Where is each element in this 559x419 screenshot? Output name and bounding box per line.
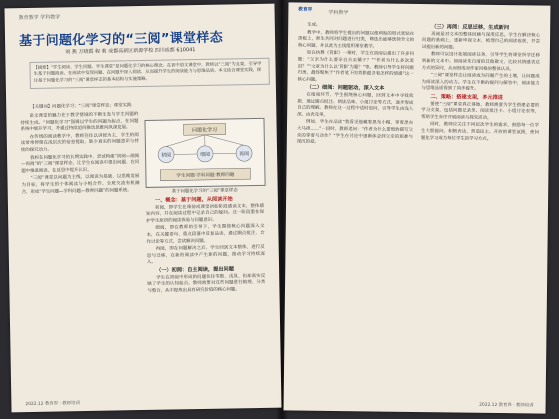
subsection-heading: （一）初阅：自主阅读，提出问题 [156, 266, 234, 274]
paragraph: 教师可以设计拓展阅读任务，引导学生将课堂所学迁移到新的文本中。如阅读朱自清的其他散文，比较其情感表达方式的异同，从而形成对作家风格的整体认识。 [421, 52, 540, 72]
article-abstract: 【摘要】“学生阅读、学生问题、学生课堂”是问题化学习的核心理念。在初中语文课堂中，教师以“三阅”为支架，引导学生基于问题阅读、在阅读中发现问题、在问题中深入阅读，从而提升学生的阅读能力与思维品质。本文结合课堂实践，探讨基于问题化学习的“三阅”课堂样态的基本结构与实施策略。 [29, 58, 269, 89]
left-footer: 2022.12 教育界 · 教师培训 [25, 401, 80, 408]
paragraph: 如在执教《背影》一课时，学生在初阅后提出了许多问题：“父亲为什么要亲自去买橘子？”“作者为什么多次流泪？”“文章为什么以‘背影’为题？”等。教师引导学生将问题归类，最终聚焦于“作者笔下的背影蕴含着怎样的情感”这一核心问题。 [297, 51, 414, 83]
section-heading: 一、概念：基于问题，从阅读开始 [154, 196, 233, 204]
subsection-heading: （二）细阅：问题驱动，深入文本 [306, 84, 385, 92]
diagram-mid-label: 细阅 [200, 151, 211, 158]
diagram-top-label: 问题化学习 [192, 127, 218, 134]
paragraph: 在细阅环节，学生围绕核心问题，回到文本中寻找依据，通过圈点批注、朗读品味、小组讨论等方式，逐步形成自己的理解。教师在这一过程中适时追问，引导学生由浅入深、由表及里。 [297, 92, 414, 118]
paragraph: 教学中，教师将学生提出的问题以便利贴的形式张贴在黑板上，师生共同对问题进行归类，筛选出能够统领全文的核心问题，并以此为主线组织课堂教学。 [297, 30, 415, 50]
right-running-head: 学科教学 [328, 9, 349, 17]
left-page [4, 4, 281, 413]
paragraph: 我校在问题化学习的长期实践中，尝试构建“初阅—细阅—再阅”的“三阅”课堂样态，让学生在阅读中提出问题、在问题中推进阅读、在反思中提升认识。 [21, 153, 140, 174]
paragraph: 在传统的阅读教学中，教师往往以讲授为主，学生的阅读常常停留在浅层次的信息提取，缺少真实的问题意识与持续的探究动力。 [20, 132, 139, 154]
diagram-left-label: 初阅 [161, 152, 172, 159]
subsection-heading: （三）再阅：反思迁移，生成新问 [431, 24, 510, 32]
journal-logo: 教育界 [298, 7, 313, 13]
paragraph: 例如，学生在品读“我看见他戴着黑布小帽，穿着黑布大马褂……”一段时，教师追问：“作者为什么要细致描写父亲的穿着与动作？”学生在讨论中逐渐体会到父亲的艰难与深沉的爱。 [296, 119, 414, 145]
paragraph: 再阅是对文本的整体回顾与深度反思。学生在解决核心问题的基础上，重新审视文本，梳理自己的阅读收获，并尝试提出新的问题。 [421, 31, 541, 51]
paragraph: 语文课堂的魅力在于教学情境的不断生发与学生问题的持续生成。“问题化学习”强调以学生的问题为起点，在问题系统中展开学习，并通过持续追问推动思维向纵深发展。 [20, 112, 139, 133]
figure-caption: 基于问题化学习的“三阅”课堂样态 [171, 188, 238, 195]
paragraph: 生成。 [307, 22, 321, 28]
left-running-head: 教育教学 学科教学 [18, 14, 61, 22]
section-heading: 二、策略：搭建支架，多元推进 [430, 94, 504, 101]
right-page [284, 2, 551, 413]
article-title: 基于问题化学习的“三阅”课堂样态 [18, 30, 224, 50]
diagram-bottom-label: 学生问题·学科问题·教师问题 [176, 172, 235, 179]
paragraph: 学生在初阅中形成的问题往往零散、浅显，但却真实反映了学生的认知起点。教师需要对这些问题进行梳理、分类与整合，从中提炼出具有研究价值的核心问题。 [147, 273, 266, 294]
article-keywords: 【关键词】问题化学习；“三阅”课堂样态；课堂实践 [30, 103, 132, 110]
paragraph: 细阅，即在教师的引导下，学生围绕核心问题深入文本，在关键语句、重点段落中反复品读，通过圈点批注、合作讨论等方式，尝试解决问题。 [146, 224, 265, 245]
left-column-2 [146, 196, 266, 296]
paragraph: “三阅”课堂以问题为主线、以阅读为基础、以思维发展为目标，将学生的个体阅读与小组合作、全班交流有机融合，形成“学生问题—学科问题—教师问题”的问题系统。 [21, 174, 140, 195]
right-footer: 2022.12 教育界 · 教师培训 [479, 402, 534, 409]
paragraph: 要使“三阅”课堂真正落地，教师需要为学生搭建必要的学习支架，包括问题记录单、阅读批注卡、小组讨论表等，帮助学生有序开展阅读与探究活动。 [421, 101, 540, 121]
three-reading-diagram [145, 119, 264, 187]
right-column-2 [421, 24, 540, 145]
paragraph: 同时，教师应关注不同层次学生的需求，鼓励每一位学生大胆提问、积极表达，营造民主、开放的课堂氛围，使问题化学习成为每位学生的学习方式。 [420, 122, 540, 142]
paragraph: “三阅”课堂样态让阅读成为问题产生的土壤，让问题成为阅读深入的动力。学生在不断的提问与解答中，阅读能力与思维品质得到了同步提升。 [421, 73, 540, 93]
right-column-1 [297, 23, 415, 149]
left-column-1 [20, 112, 139, 197]
paragraph: 再阅，即在问题解决之后，学生回到文本整体，进行反思与迁移，在新的阅读中产生新的问题，推动学习持续深入。 [146, 245, 265, 266]
article-authors: 刘 燕 万晓霞 程 莉 成都高新区新源学校 四川成都 610041 [65, 47, 196, 56]
figure-diagram [144, 118, 265, 188]
diagram-right-label: 再阅 [239, 151, 250, 158]
paragraph: 初阅，即学生在课前或课堂初始阶段通读文本，整体感知内容，并在阅读过程中记录自己的疑问。这一阶段重在保护学生原初的阅读体验与问题意识。 [146, 203, 265, 224]
